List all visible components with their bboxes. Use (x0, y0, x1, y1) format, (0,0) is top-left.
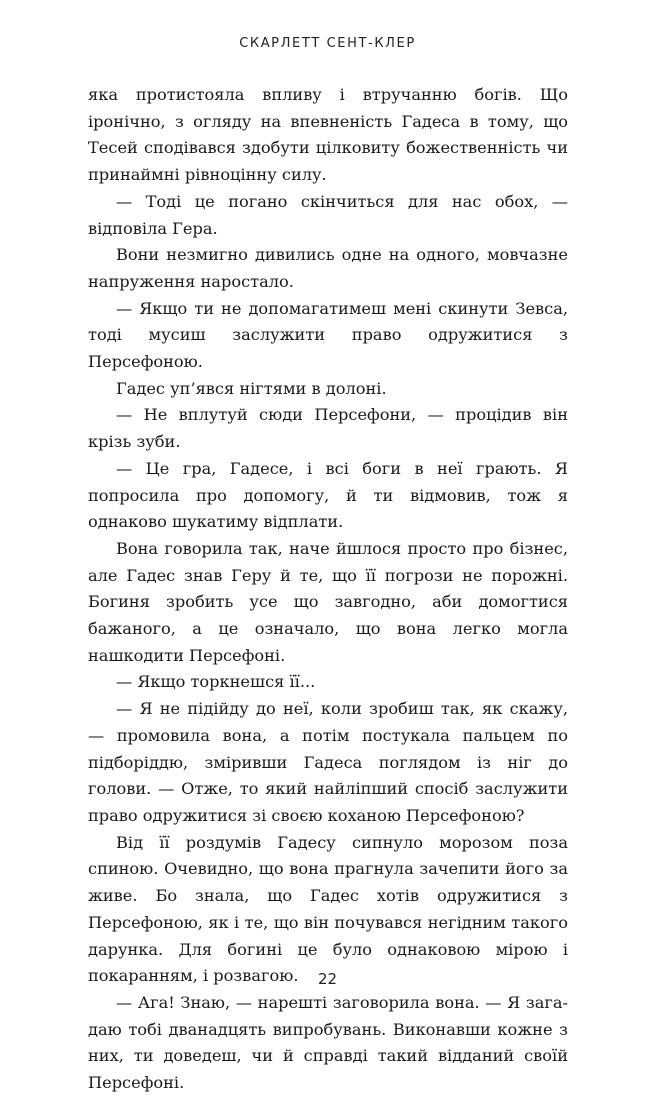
paragraph: — Не вплутуй сюди Персефони, — процідив він крізь зуби. (88, 405, 568, 452)
paragraph: — Якщо торкнешся її... (116, 672, 316, 692)
paragraph: Гадес уп’явся нігтями в долоні. (116, 378, 387, 398)
paragraph: Вони незмигно дивились одне на одного, мовчазне напруження наростало. (88, 245, 568, 291)
page-number: 22 (317, 970, 338, 988)
paragraph: — Я не підійду до неї, коли зробиш так, як скажу, — промовила вона, а потім постукала пальцем по підборіддю, зміривши Гадеса поглядом із ніг до голови. — Отже, то який найліпший спосіб заслужити право одружитися зі своєю коханою Персефоною? (88, 699, 568, 825)
paragraph: — Тоді це погано скінчиться для нас обох, — відповіла Гера. (88, 191, 568, 238)
paragraph: — Це гра, Гадесе, і всі боги в неї грають. Я попросила про допомогу, й ти відмовив, тож я однаково шукатиму відплати. (88, 458, 568, 532)
paragraph: Від її роздумів Гадесу сипнуло морозом поза спиною. Очевидно, що вона прагнула зачепити його за живе. Бо знала, що Гадес хотів одружитися з Персефоною, як і те, що він почувався негідним такого дарунка. Для богині це було однаковою мірою і покаранням, і розвагою. (88, 832, 568, 986)
paragraph: яка протистояла впливу і втручанню богів. Що іронічно, з огляду на впевненість Гадеса в тому, що Тесей сподівався здобути цілковиту божественність чи принаймні рівноцінну силу. (88, 85, 568, 185)
running-head-author: СКАРЛЕТТ СЕНТ-КЛЕР (239, 36, 416, 51)
paragraph: — Ага! Знаю, — нарешті заговорила вона. — Я загадаю тобі дванадцять випробувань. Виконавши кожне з них, ти доведеш, чи й справді такий відданий своїй Персефоні. (88, 992, 568, 1093)
paragraph: — Якщо ти не допомагатимеш мені скинути Зевса, тоді мусиш заслужити право одружитися з Персефоною. (88, 298, 568, 372)
paragraph: Вона говорила так, наче йшлося просто про бізнес, але Гадес знав Геру й те, що її погрози не порожні. Богиня зробить усе що завгодно, аби домогтися бажаного, а це означало, що вона легко могла нашкодити Персефоні. (88, 538, 568, 665)
body-text (88, 82, 568, 1097)
